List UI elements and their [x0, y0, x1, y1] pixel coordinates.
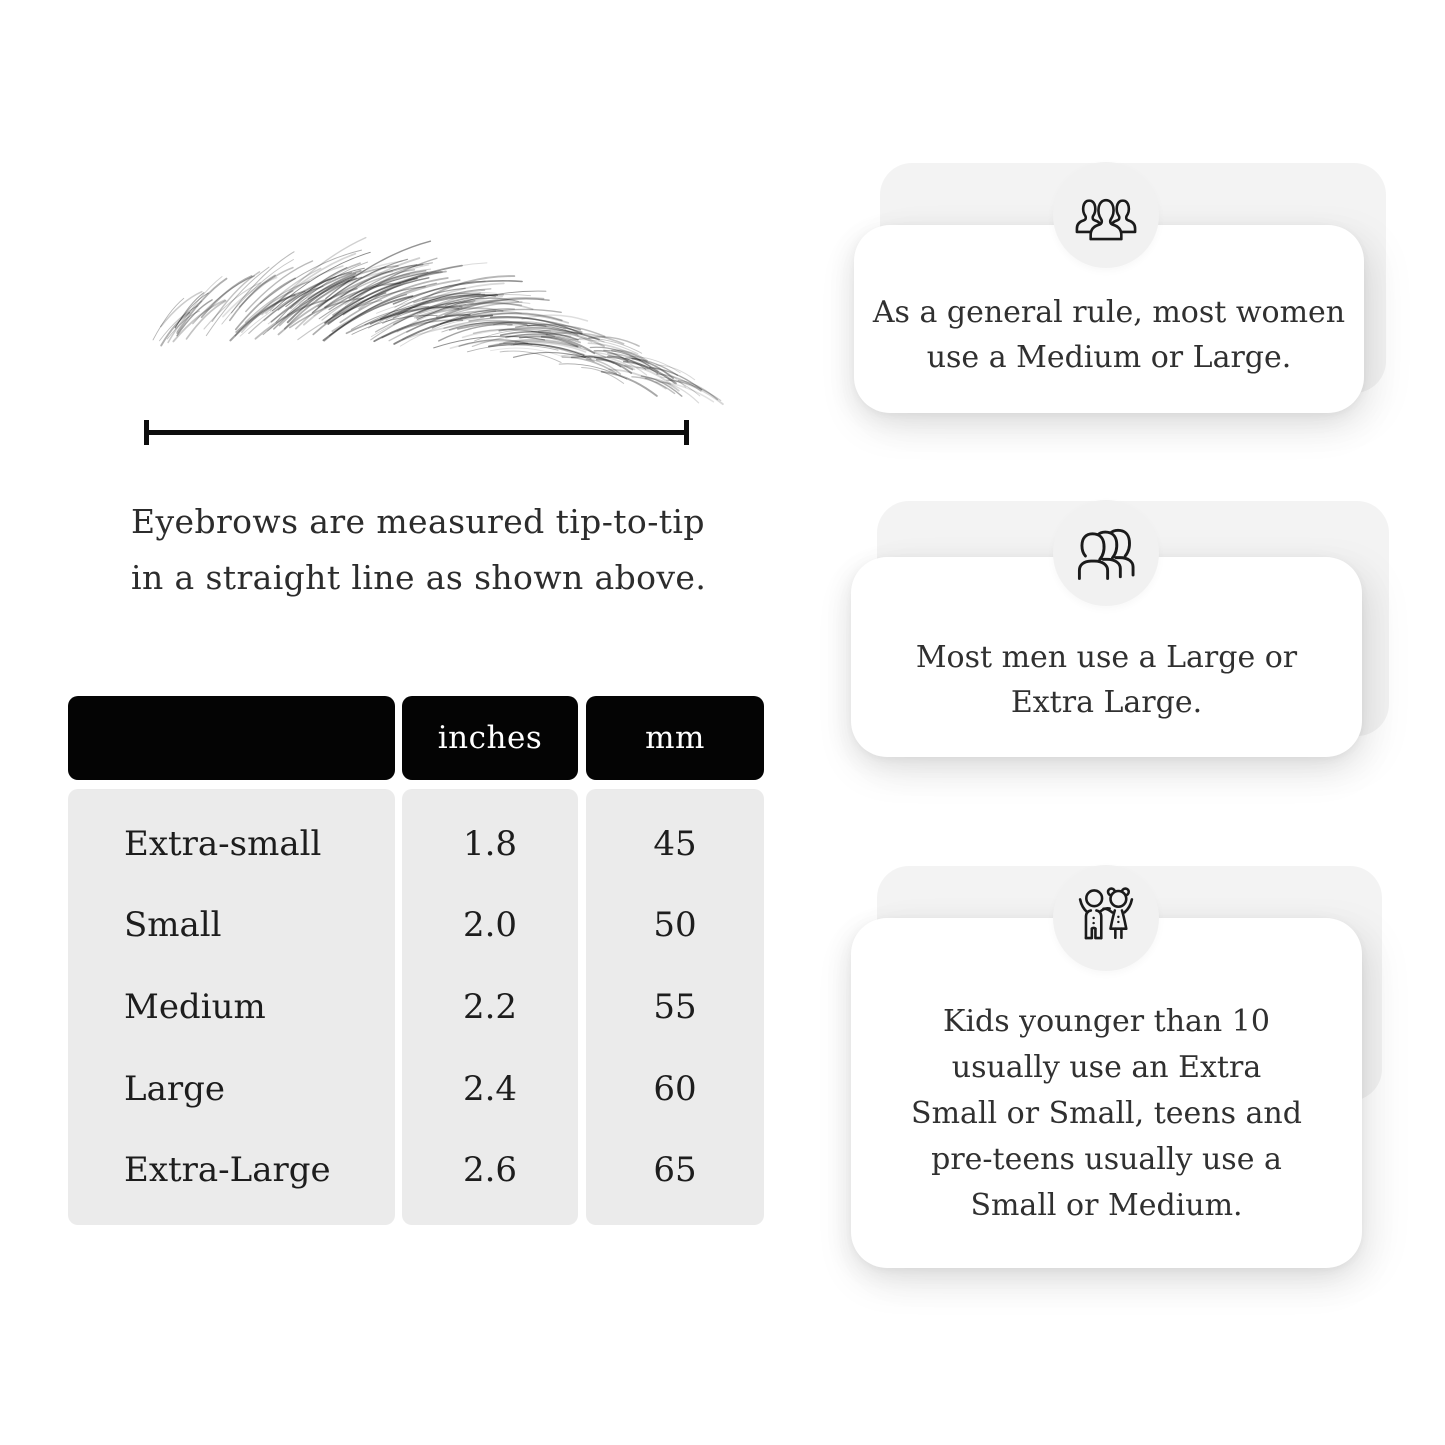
- eyebrow-illustration: [100, 228, 750, 408]
- mm-value: 45: [653, 823, 697, 864]
- card-text-line: Small or Small, teens and: [911, 1096, 1302, 1131]
- inches-value: 2.4: [462, 1068, 518, 1109]
- card-text-line: Extra Large.: [1010, 685, 1203, 720]
- inches-value: 2.6: [462, 1150, 518, 1191]
- table-header-inches: [402, 696, 578, 780]
- card-text-line: usually use an Extra: [951, 1050, 1262, 1085]
- measurement-tick-left: [144, 420, 149, 445]
- measurement-line: [146, 430, 688, 435]
- inches-value: 2.2: [462, 986, 518, 1027]
- table-column-inches: [402, 789, 578, 1225]
- size-label: Large: [124, 1068, 225, 1109]
- size-label: Extra-small: [124, 823, 322, 864]
- size-label: Small: [124, 905, 222, 946]
- card-text-line: As a general rule, most women: [872, 295, 1346, 330]
- card-text-line: Most men use a Large or: [915, 640, 1298, 675]
- size-label: Extra-Large: [124, 1150, 331, 1191]
- card-text-line: pre-teens usually use a: [931, 1142, 1282, 1177]
- women-group-icon: [1069, 178, 1143, 252]
- icon-circle: [1053, 865, 1159, 971]
- measurement-tick-right: [684, 420, 689, 445]
- inches-value: 1.8: [462, 823, 518, 864]
- mm-value: 65: [653, 1150, 697, 1191]
- inches-value: 2.0: [462, 905, 518, 946]
- men-group-icon: [1069, 516, 1143, 590]
- card-text-line: use a Medium or Large.: [926, 340, 1292, 375]
- header-label: inches: [437, 720, 543, 756]
- caption-line: in a straight line as shown above.: [131, 558, 707, 597]
- table-column-mm: [586, 789, 764, 1225]
- mm-value: 55: [653, 986, 697, 1027]
- mm-value: 50: [653, 905, 697, 946]
- icon-circle: [1053, 162, 1159, 268]
- table-header-blank: [68, 696, 395, 780]
- size-label: Medium: [124, 986, 266, 1027]
- measurement-caption: [131, 494, 731, 606]
- caption-line: Eyebrows are measured tip-to-tip: [131, 502, 705, 541]
- table-column-labels: [68, 789, 395, 1225]
- card-text-line: Small or Medium.: [970, 1188, 1243, 1223]
- card-text-line: Kids younger than 10: [943, 1004, 1270, 1039]
- icon-circle: [1053, 500, 1159, 606]
- table-header-mm: [586, 696, 764, 780]
- kids-icon: [1070, 882, 1142, 954]
- mm-value: 60: [653, 1068, 697, 1109]
- header-label: mm: [645, 720, 705, 756]
